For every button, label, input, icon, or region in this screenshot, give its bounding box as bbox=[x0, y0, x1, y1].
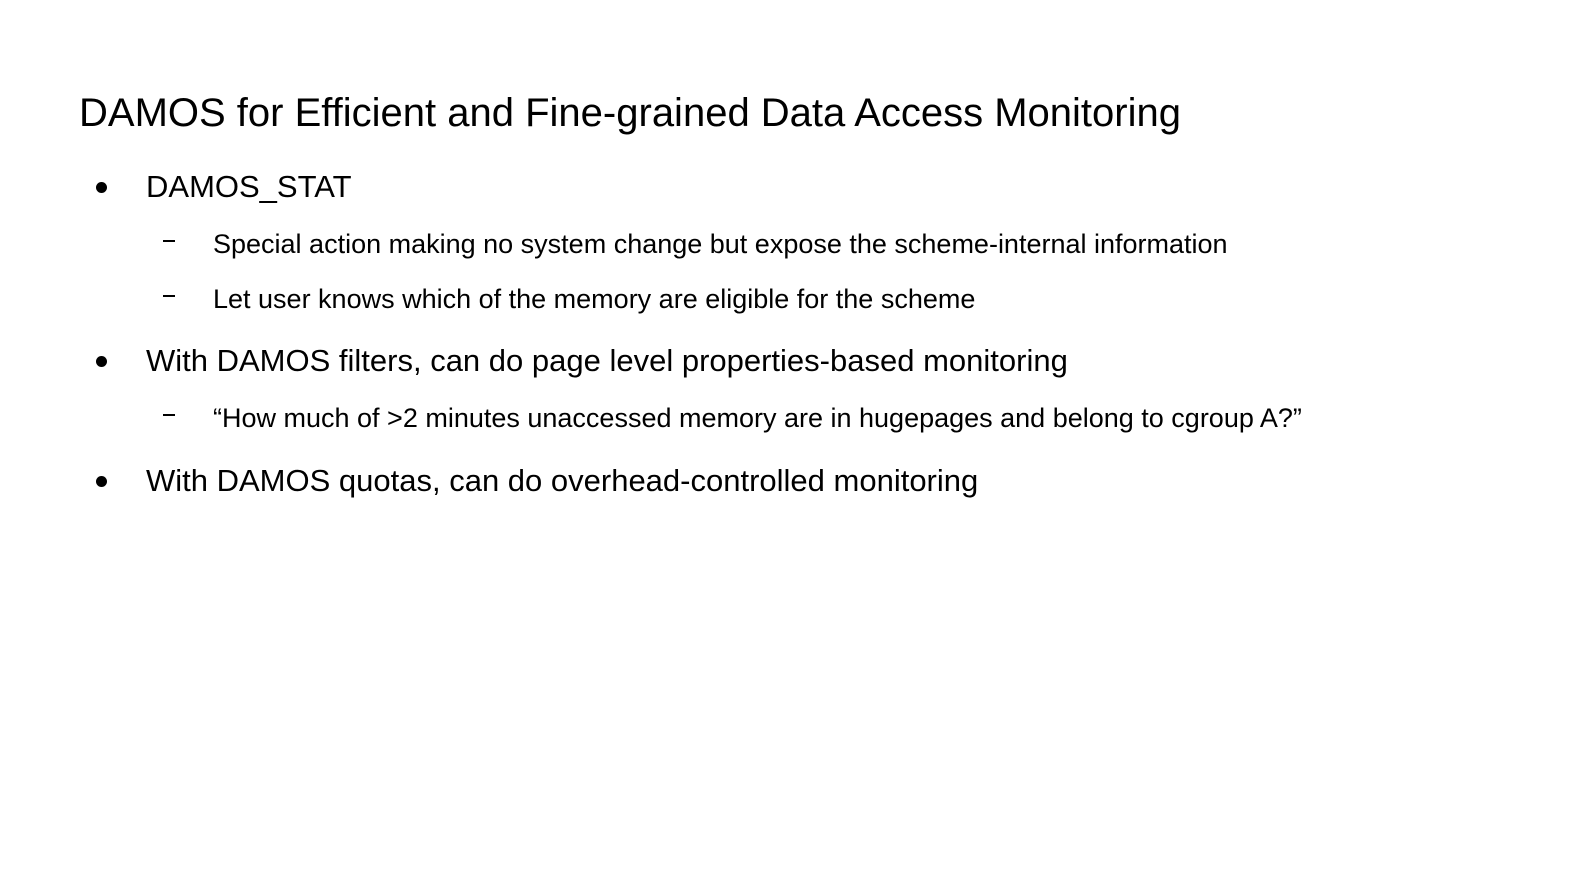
dash-icon bbox=[163, 295, 175, 297]
bullet-text: DAMOS_STAT bbox=[146, 169, 352, 204]
bullet-dot-icon bbox=[96, 476, 107, 487]
sub-bullet-text: Special action making no system change but expose the scheme-internal information bbox=[213, 229, 1228, 259]
slide-title: DAMOS for Efficient and Fine-grained Data Access Monitoring bbox=[79, 91, 1181, 135]
sub-bullet-text: “How much of >2 minutes unaccessed memory are in hugepages and belong to cgroup A?” bbox=[213, 403, 1302, 433]
bullet-dot-icon bbox=[96, 356, 107, 367]
dash-icon bbox=[163, 414, 175, 416]
bullet-dot-icon bbox=[96, 182, 107, 193]
bullet-text: With DAMOS filters, can do page level properties-based monitoring bbox=[146, 343, 1068, 378]
bullet-text: With DAMOS quotas, can do overhead-controlled monitoring bbox=[146, 463, 979, 498]
dash-icon bbox=[163, 240, 175, 242]
sub-bullet-text: Let user knows which of the memory are eligible for the scheme bbox=[213, 284, 976, 314]
